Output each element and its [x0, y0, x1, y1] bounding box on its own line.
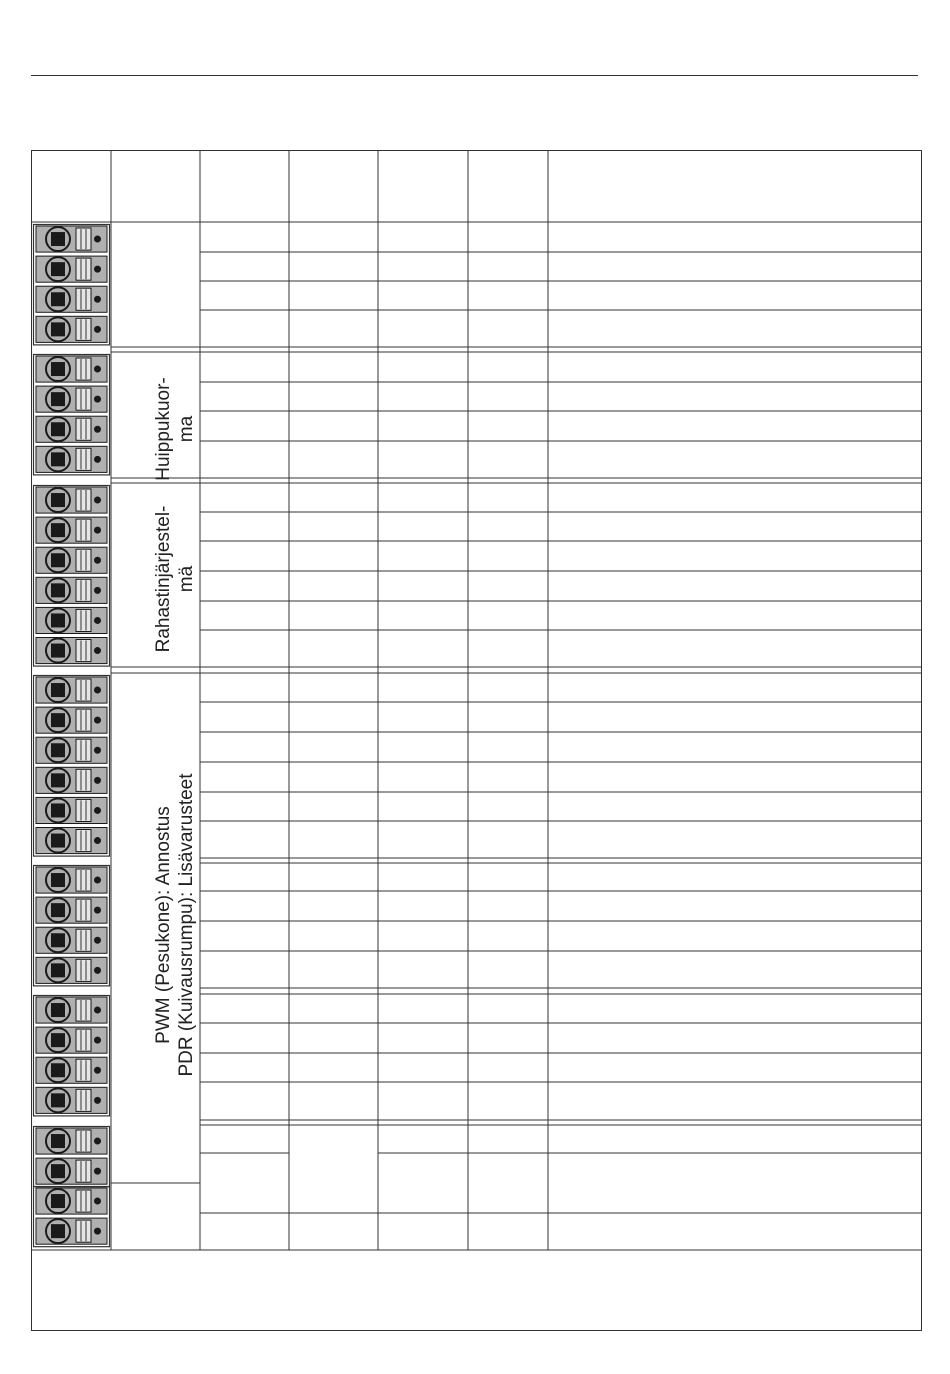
terminal-clamp: [76, 258, 91, 280]
terminal-pin-dot: [94, 497, 101, 504]
terminal-clamp: [76, 549, 91, 571]
terminal-pin-dot: [94, 1228, 101, 1235]
screw-head: [51, 1003, 65, 1017]
terminal-pin-dot: [94, 426, 101, 433]
terminal-clamp: [76, 899, 91, 921]
terminal-clamp: [76, 609, 91, 631]
screw-head: [51, 362, 65, 376]
screw-head: [51, 1093, 65, 1107]
terminal-pin-dot: [94, 266, 101, 273]
terminal-clamp: [76, 1160, 91, 1182]
terminal-pin-dot: [94, 907, 101, 914]
screw-head: [51, 493, 65, 507]
terminal-pin-dot: [94, 777, 101, 784]
group-label-huippukuorma: Huippukuor- ma: [153, 377, 197, 481]
terminal-pin-dot: [94, 1097, 101, 1104]
terminal-clamp: [76, 1089, 91, 1111]
terminal-pin-dot: [94, 456, 101, 463]
screw-head: [51, 773, 65, 787]
terminal-clamp: [76, 830, 91, 852]
screw-head: [51, 452, 65, 466]
terminal-pin-dot: [94, 1037, 101, 1044]
terminal-clamp: [76, 1190, 91, 1212]
terminal-pin-dot: [94, 647, 101, 654]
terminal-clamp: [76, 929, 91, 951]
screw-head: [51, 743, 65, 757]
terminal-pin-dot: [94, 747, 101, 754]
terminal-clamp: [76, 999, 91, 1021]
terminal-pin-dot: [94, 937, 101, 944]
terminal-clamp: [76, 769, 91, 791]
terminal-clamp: [76, 448, 91, 470]
screw-head: [51, 613, 65, 627]
terminal-clamp: [76, 959, 91, 981]
screw-head: [51, 873, 65, 887]
terminal-clamp: [76, 1029, 91, 1051]
terminal-pin-dot: [94, 687, 101, 694]
screw-head: [51, 422, 65, 436]
terminal-pin-dot: [94, 236, 101, 243]
terminal-pin-dot: [94, 1198, 101, 1205]
terminal-clamp: [76, 519, 91, 541]
terminal-pin-dot: [94, 717, 101, 724]
terminal-pin-dot: [94, 587, 101, 594]
terminal-pin-dot: [94, 967, 101, 974]
terminal-clamp: [76, 579, 91, 601]
screw-head: [51, 933, 65, 947]
terminal-clamp: [76, 318, 91, 340]
terminal-clamp: [76, 1130, 91, 1152]
terminal-pin-dot: [94, 617, 101, 624]
terminal-clamp: [76, 1059, 91, 1081]
screw-head: [51, 322, 65, 336]
terminal-pin-dot: [94, 366, 101, 373]
terminal-clamp: [76, 679, 91, 701]
screw-head: [51, 1063, 65, 1077]
terminal-pin-dot: [94, 396, 101, 403]
screw-head: [51, 262, 65, 276]
screw-head: [51, 803, 65, 817]
terminal-clamp: [76, 418, 91, 440]
screw-head: [51, 1194, 65, 1208]
terminal-pin-dot: [94, 1168, 101, 1175]
terminal-pin-dot: [94, 807, 101, 814]
screw-head: [51, 553, 65, 567]
terminal-pin-dot: [94, 296, 101, 303]
terminal-clamp: [76, 358, 91, 380]
screw-head: [51, 392, 65, 406]
terminal-pin-dot: [94, 557, 101, 564]
terminal-pin-dot: [94, 527, 101, 534]
terminal-pin-dot: [94, 1007, 101, 1014]
screw-head: [51, 683, 65, 697]
terminal-pin-dot: [94, 1138, 101, 1145]
screw-head: [51, 963, 65, 977]
terminal-clamp: [76, 388, 91, 410]
terminal-clamp: [76, 799, 91, 821]
screw-head: [51, 583, 65, 597]
terminal-clamp: [76, 489, 91, 511]
terminal-pin-dot: [94, 1067, 101, 1074]
terminal-clamp: [76, 869, 91, 891]
screw-head: [51, 1033, 65, 1047]
screw-head: [51, 523, 65, 537]
terminal-clamp: [76, 640, 91, 662]
terminal-clamp: [76, 288, 91, 310]
screw-head: [51, 1224, 65, 1238]
screw-head: [51, 1134, 65, 1148]
screw-head: [51, 903, 65, 917]
group-label-pwm-pdr: PWM (Pesukone): Annostus PDR (Kuivausrumpu): Lisävarusteet: [153, 773, 197, 1077]
terminal-clamp: [76, 228, 91, 250]
terminal-pin-dot: [94, 326, 101, 333]
screw-head: [51, 713, 65, 727]
terminal-clamp: [76, 709, 91, 731]
terminal-clamp: [76, 739, 91, 761]
screw-head: [51, 644, 65, 658]
screw-head: [51, 1164, 65, 1178]
terminal-pin-dot: [94, 877, 101, 884]
terminal-clamp: [76, 1220, 91, 1242]
screw-head: [51, 834, 65, 848]
screw-head: [51, 292, 65, 306]
group-label-rahastinjarjestelma: Rahastinjärjestel- mä: [153, 505, 197, 653]
screw-head: [51, 232, 65, 246]
terminal-pin-dot: [94, 837, 101, 844]
